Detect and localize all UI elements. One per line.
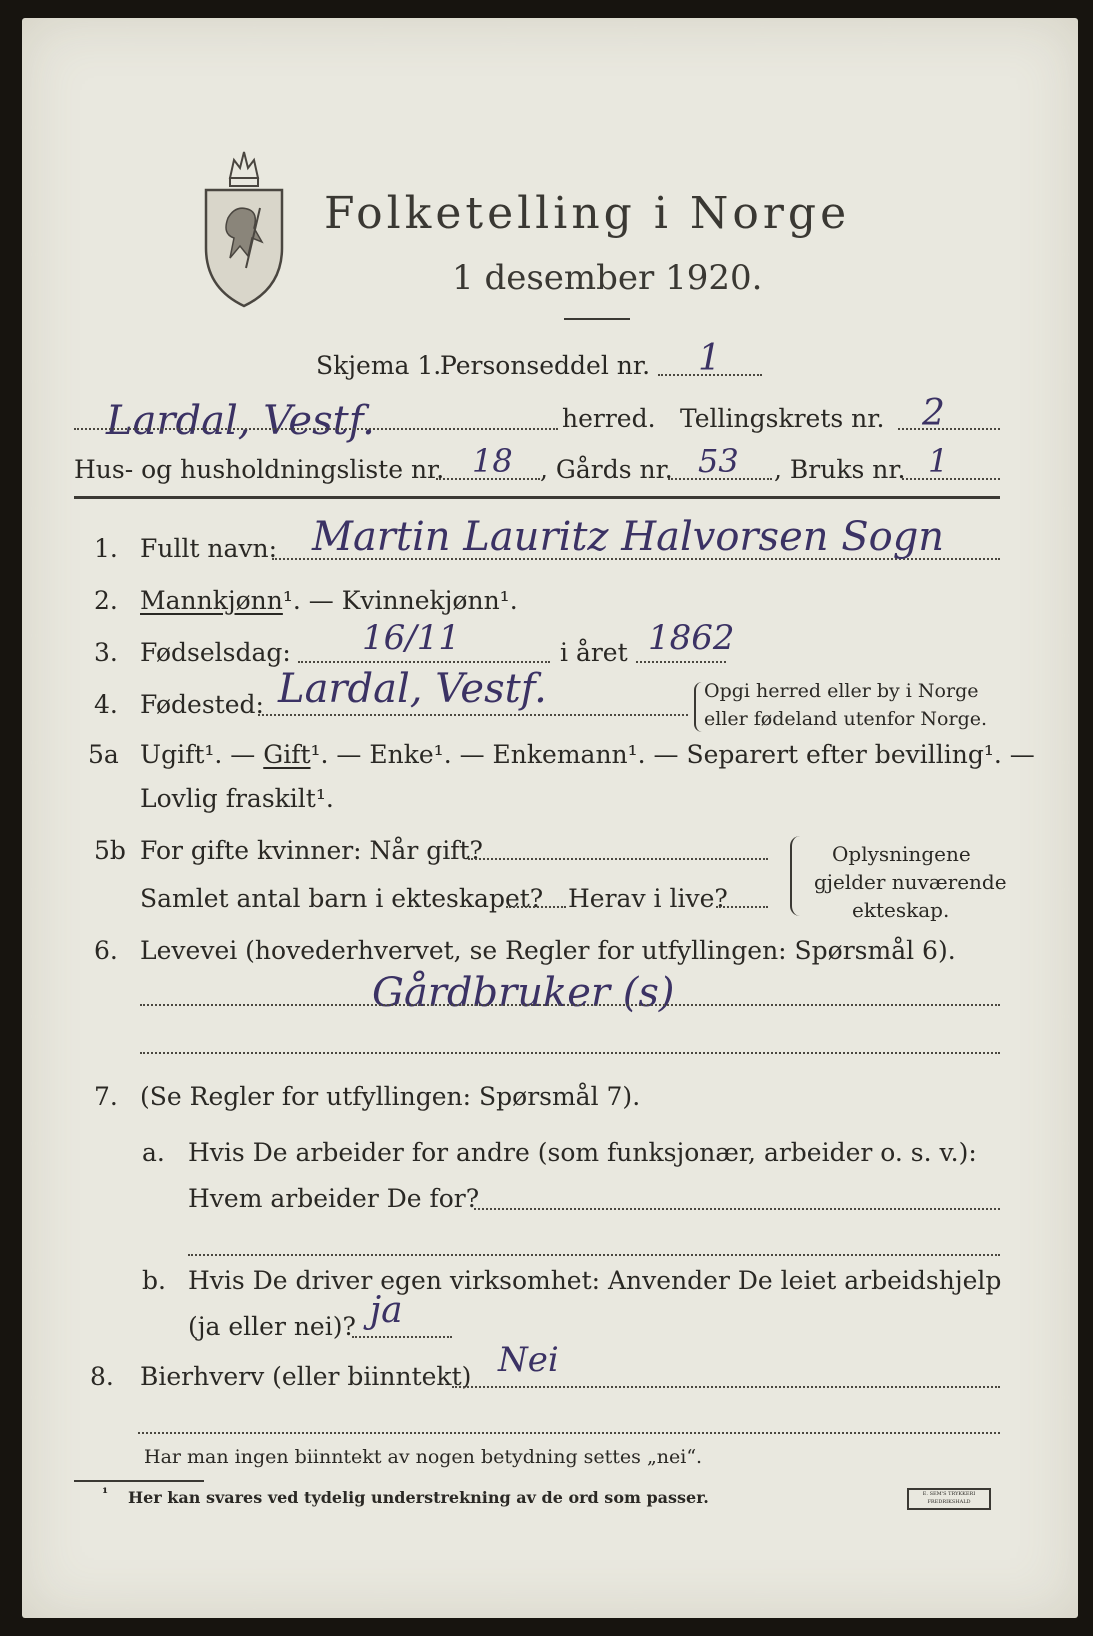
schema-label: Skjema 1. bbox=[316, 351, 442, 380]
option-married-selected[interactable]: Gift bbox=[263, 740, 311, 769]
herred-value[interactable]: Lardal, Vestf. bbox=[106, 398, 375, 444]
q7b-letter: b. bbox=[142, 1266, 166, 1295]
gards-value[interactable]: 53 bbox=[698, 442, 739, 480]
marital-options-rest: ¹. — Enke¹. — Enkemann¹. — Separert efter bevilling¹. — bbox=[310, 740, 1035, 769]
employer-label: Hvem arbeider De for? bbox=[188, 1184, 480, 1213]
birthplace-value[interactable]: Lardal, Vestf. bbox=[278, 666, 547, 712]
q4-number: 4. bbox=[94, 690, 118, 719]
bruks-value[interactable]: 1 bbox=[928, 442, 949, 480]
hired-help-label: (ja eller nei)? bbox=[188, 1312, 356, 1341]
q7-number: 7. bbox=[94, 1082, 118, 1111]
bruks-label: , Bruks nr. bbox=[774, 455, 906, 484]
birthplace-line bbox=[258, 714, 688, 716]
birth-year-label: i året bbox=[560, 638, 628, 667]
q1-number: 1. bbox=[94, 534, 118, 563]
footnote-text: Her kan svares ved tydelig understrekning av de ord som passer. bbox=[128, 1488, 709, 1507]
herred-label: herred. bbox=[562, 404, 656, 433]
gender-options-rest: ¹. — Kvinnekjønn¹. bbox=[282, 586, 518, 615]
marriage-date-label: For gifte kvinner: Når gift? bbox=[140, 836, 483, 865]
marriage-note-brace bbox=[790, 836, 800, 916]
marriage-note-line3: ekteskap. bbox=[852, 898, 950, 922]
birthdate-value[interactable]: 16/11 bbox=[362, 618, 460, 658]
side-income-line-2 bbox=[138, 1432, 1000, 1434]
children-count-line bbox=[506, 906, 566, 908]
birthdate-label: Fødselsdag: bbox=[140, 638, 291, 667]
q7a-letter: a. bbox=[142, 1138, 165, 1167]
side-income-line-1 bbox=[452, 1386, 1000, 1388]
occupation-line-1 bbox=[140, 1004, 1000, 1006]
option-unmarried[interactable]: Ugift¹. — bbox=[140, 740, 256, 769]
children-alive-line bbox=[716, 906, 768, 908]
marriage-date-line bbox=[468, 858, 768, 860]
tellingskrets-line bbox=[898, 428, 1000, 430]
footnote-mark: ¹ bbox=[102, 1486, 109, 1502]
herred-line bbox=[74, 428, 558, 430]
bruks-line bbox=[902, 478, 1000, 480]
footnote-divider bbox=[74, 1480, 204, 1482]
husliste-value[interactable]: 18 bbox=[472, 442, 513, 480]
children-count-label: Samlet antal barn i ekteskapet? bbox=[140, 884, 544, 913]
occupation-label: Levevei (hovederhvervet, se Regler for utfyllingen: Spørsmål 6). bbox=[140, 936, 956, 965]
side-income-value[interactable]: Nei bbox=[498, 1340, 559, 1380]
birthplace-label: Fødested: bbox=[140, 690, 264, 719]
full-name-label: Fullt navn: bbox=[140, 534, 278, 563]
header-divider bbox=[74, 496, 1000, 499]
norwegian-coat-of-arms-icon bbox=[200, 138, 288, 308]
employer-question-label: Hvis De arbeider for andre (som funksjonær, arbeider o. s. v.): bbox=[188, 1138, 977, 1167]
option-divorced[interactable]: Lovlig fraskilt¹. bbox=[140, 784, 334, 813]
census-form-page bbox=[22, 18, 1078, 1618]
occupation-value[interactable]: Gårdbruker (s) bbox=[372, 970, 675, 1016]
children-alive-label: Herav i live? bbox=[568, 884, 728, 913]
q8-number: 8. bbox=[90, 1362, 114, 1391]
q5b-number: 5b bbox=[94, 836, 126, 865]
side-income-label: Bierhverv (eller biinntekt) bbox=[140, 1362, 472, 1391]
marriage-note-line2: gjelder nuværende bbox=[814, 870, 1007, 894]
birth-year-value[interactable]: 1862 bbox=[648, 618, 735, 658]
personseddel-label: Personseddel nr. bbox=[440, 351, 651, 380]
printer-stamp: E. SEM'S TRYKKERI FREDRIKSHALD bbox=[907, 1488, 991, 1510]
birth-year-line bbox=[636, 661, 726, 663]
hired-help-line bbox=[352, 1336, 452, 1338]
tellingskrets-value[interactable]: 2 bbox=[922, 393, 945, 434]
employer-line-2 bbox=[188, 1254, 1000, 1256]
birthdate-line bbox=[298, 661, 550, 663]
q6-number: 6. bbox=[94, 936, 118, 965]
own-business-question-label: Hvis De driver egen virksomhet: Anvender De leiet arbeidshjelp bbox=[188, 1266, 1002, 1295]
form-title: Folketelling i Norge bbox=[324, 188, 851, 239]
option-male-selected[interactable]: Mannkjønn bbox=[140, 586, 283, 615]
hired-help-value[interactable]: ja bbox=[370, 1290, 403, 1331]
full-name-value[interactable]: Martin Lauritz Halvorsen Sogn bbox=[312, 514, 945, 560]
q3-number: 3. bbox=[94, 638, 118, 667]
gards-label: , Gårds nr. bbox=[540, 455, 673, 484]
title-divider bbox=[564, 318, 630, 320]
birthplace-note-brace bbox=[694, 682, 702, 732]
personseddel-value[interactable]: 1 bbox=[698, 338, 721, 379]
tellingskrets-label: Tellingskrets nr. bbox=[680, 404, 885, 433]
employer-line-1 bbox=[474, 1208, 1000, 1210]
employment-label: (Se Regler for utfyllingen: Spørsmål 7). bbox=[140, 1082, 641, 1111]
marriage-note-line1: Oplysningene bbox=[832, 842, 971, 866]
census-date: 1 desember 1920. bbox=[452, 258, 763, 298]
birthplace-note-line1: Opgi herred eller by i Norge bbox=[704, 680, 979, 702]
q5a-number: 5a bbox=[88, 740, 119, 769]
husliste-label: Hus- og husholdningsliste nr. bbox=[74, 455, 445, 484]
birthplace-note-line2: eller fødeland utenfor Norge. bbox=[704, 708, 988, 730]
occupation-line-2 bbox=[140, 1052, 1000, 1054]
q2-number: 2. bbox=[94, 586, 118, 615]
side-income-note: Har man ingen biinntekt av nogen betydning settes „nei“. bbox=[144, 1446, 703, 1468]
